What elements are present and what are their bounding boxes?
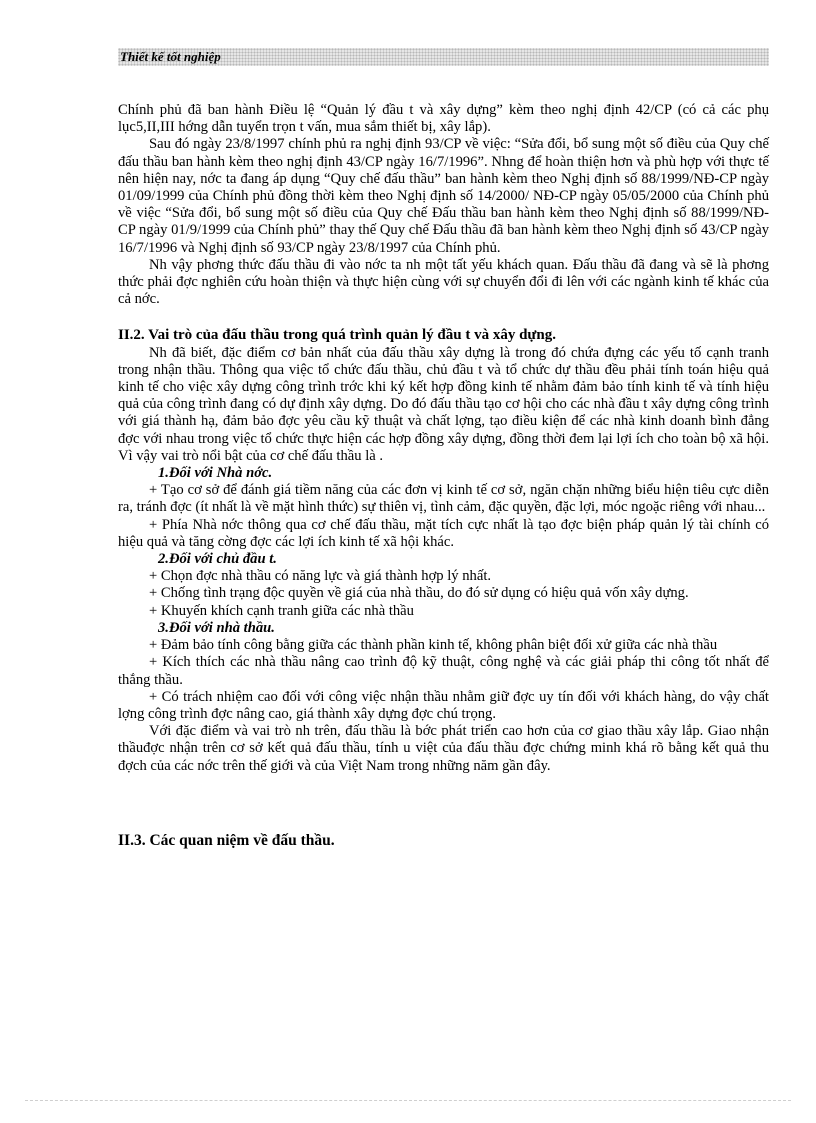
list-item: + Khuyến khích cạnh tranh giữa các nhà thầu — [149, 602, 414, 619]
list-item: + Chọn đợc nhà thầu có năng lực và giá thành hợp lý nhất. — [149, 568, 492, 585]
document-body — [118, 102, 769, 849]
paragraph: Chính phủ đã ban hành Điều lệ “Quản lý đầu t và xây dựng” kèm theo nghị định 42/CP (có cả các phụ lục5,II,III hớng dẫn tuyển trọn t vấn, mua sắm thiết bị, xây lắp). — [118, 102, 769, 136]
subheading-investor: 2.Đối với chủ đầu t. — [158, 551, 277, 568]
section-heading-roles: II.2. Vai trò của đấu thầu trong quá trình quản lý đầu t và xây dựng. — [118, 327, 557, 344]
header-title: Thiết kế tốt nghiệp — [120, 49, 221, 64]
list-item: + Có trách nhiệm cao đối với công việc nhận thầu nhằm giữ đợc uy tín đối với khách hàng, do vậy chất lợng công trình đợc nâng cao, giá thành xây dựng đợc chú trọng. — [118, 688, 769, 722]
list-item: + Đảm bảo tính công bằng giữa các thành phần kinh tế, không phân biệt đối xử giữa các nhà thầu — [149, 637, 718, 654]
page-header-band — [118, 48, 769, 66]
paragraph: Với đặc điểm và vai trò nh trên, đấu thầu là bớc phát triển cao hơn của cơ giao thầu xây lắp. Giao nhận thầuđợc nhận trên cơ sở kết quả đấu thầu, tính u việt của đấu thầu đợc chứng minh khá rõ bằng kết quả thu đợch của các nớc trên thế giới và của Việt Nam trong những năm gần đây. — [118, 723, 769, 774]
list-item: + Phía Nhà nớc thông qua cơ chế đấu thầu, mặt tích cực nhất là tạo đợc biện pháp quản lý tài chính có hiệu quả và tăng cờng đợc các lợi ích kinh tế xã hội khác. — [118, 516, 769, 550]
paragraph: Sau đó ngày 23/8/1997 chính phủ ra nghị định 93/CP về việc: “Sửa đổi, bổ sung một số điều của Quy chế đấu thầu ban hành kèm theo nghị định 43/CP ngày 16/7/1996”. Nhng để hoàn thiện hơn và phù hợp với thực tế nên hiện nay, nớc ta đang áp dụng “Quy chế đấu thầu” ban hành kèm theo Nghị định số 88/1999/NĐ-CP ngày 01/09/1999 của Chính phủ đồng thời kèm theo Nghị định số 14/2000/ NĐ-CP ngày 05/05/2000 của Chính phủ về việc “Sửa đổi, bổ sung một số điều của Quy chế Đấu thầu ban hành kèm theo Nghị định số 88/1999/NĐ- CP ngày 01/9/1999 của Chính phủ” thay thế Quy chế Đấu thầu đã ban hành kèm theo Nghị định số 43/CP ngày 16/7/1996 và Nghị định số 93/CP ngày 23/8/1997 của Chính phủ. — [118, 136, 769, 256]
subheading-contractor: 3.Đối với nhà thầu. — [158, 619, 275, 636]
paragraph: Nh vậy phơng thức đấu thầu đi vào nớc ta nh một tất yếu khách quan. Đấu thầu đã đang và sẽ là phơng thức phải đợc nghiên cứu hoàn thiện và thực hiện cùng với sự chuyển đổi đi lên với các ngành kinh tế khác của cả nớc. — [118, 256, 769, 308]
section-heading-concepts: II.3. Các quan niệm về đấu thầu. — [118, 831, 335, 849]
list-item: + Tạo cơ sở để đánh giá tiềm năng của các đơn vị kinh tế cơ sở, ngăn chặn những biểu hiện tiêu cực diễn ra, tránh đợc (ít nhất là về mặt hình thức) sự thiên vị, tình cảm, đặc quyền, đặc lợi, móc ngoặc riêng với nhau... — [118, 482, 769, 516]
list-item: + Chống tình trạng độc quyền về giá của nhà thầu, do đó sử dụng có hiệu quả vốn xây dựng. — [149, 585, 689, 602]
footer-divider — [25, 1100, 791, 1101]
list-item: + Kích thích các nhà thầu nâng cao trình độ kỹ thuật, công nghệ và các giải pháp thi công tốt nhất để thắng thầu. — [118, 654, 769, 688]
paragraph: Nh đã biết, đặc điểm cơ bản nhất của đấu thầu xây dựng là trong đó chứa đựng các yếu tố cạnh tranh trong nhận thầu. Thông qua việc tổ chức đấu thầu, chủ đầu t và tổ chức dự thầu đều phải tính toán hiệu quả kinh tế cho việc xây dựng công trình trớc khi ký kết hợp đồng kinh tế nhằm đảm bảo tính kinh tế và tính hiệu quả của công trình đang có dự định xây dựng. Do đó đấu thầu tạo cơ hội cho các nhà đầu t xây dựng công trình với giá thành hạ, đảm bảo đợc yêu cầu kỹ thuật và chất lợng, tạo điều kiện để các nhà kinh doanh bình đẳng đợc với nhau trong việc tổ chức thực hiện các hợp đồng xây dựng, đồng thời đem lại lợi ích cho toàn bộ xã hội. Vì vậy vai trò nổi bật của cơ chế đấu thầu là . — [118, 344, 769, 464]
subheading-state: 1.Đối với Nhà nớc. — [158, 465, 273, 482]
